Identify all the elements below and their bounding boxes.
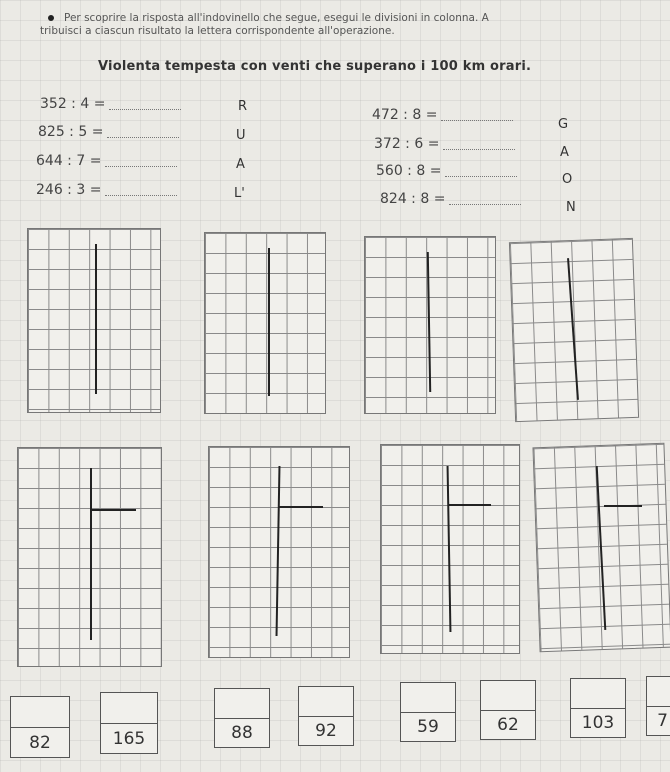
answer-box[interactable] — [570, 678, 626, 738]
division-horizontal-line — [604, 505, 642, 507]
answer-box-divider — [401, 712, 455, 713]
operation-letter: L' — [234, 186, 245, 201]
answer-number: 7 — [657, 711, 668, 731]
operation-row — [36, 182, 177, 198]
answer-box[interactable] — [480, 680, 536, 740]
operation-letter: N — [566, 200, 576, 215]
operation-letter: O — [562, 172, 573, 187]
answer-number: 82 — [29, 733, 51, 753]
instructions-line-2: tribuisci a ciascun risultato la lettera corrispondente all'operazione. — [40, 25, 395, 37]
operation-expression: 825 : 5 = — [38, 124, 104, 140]
answer-box[interactable] — [646, 676, 670, 736]
answer-line[interactable] — [105, 195, 177, 196]
operation-row — [36, 153, 177, 169]
answer-number: 62 — [497, 715, 519, 735]
answer-box-divider — [647, 706, 670, 707]
answer-number: 59 — [417, 717, 439, 737]
answer-box-divider — [11, 727, 69, 728]
answer-number: 165 — [112, 729, 146, 749]
operation-letter: A — [560, 145, 569, 160]
operation-row — [376, 163, 517, 179]
operation-expression: 644 : 7 = — [36, 153, 102, 169]
operation-letter: U — [236, 128, 246, 143]
division-grid[interactable] — [27, 228, 161, 413]
answer-box[interactable] — [400, 682, 456, 742]
operation-expression: 352 : 4 = — [40, 96, 106, 112]
operation-letter: G — [558, 117, 569, 132]
operation-expression: 372 : 6 = — [374, 136, 440, 152]
answer-box-divider — [299, 716, 353, 717]
operation-expression: 560 : 8 = — [376, 163, 442, 179]
division-horizontal-line — [91, 509, 136, 511]
operation-expression: 824 : 8 = — [380, 191, 446, 207]
answer-box-divider — [215, 718, 269, 719]
answer-box[interactable] — [214, 688, 270, 748]
answer-line[interactable] — [441, 120, 513, 121]
operation-row — [374, 136, 515, 152]
answer-number: 88 — [231, 723, 253, 743]
bullet-icon — [48, 15, 54, 21]
operation-row — [40, 96, 181, 112]
answer-line[interactable] — [449, 204, 521, 205]
division-horizontal-line — [449, 504, 491, 506]
answer-number: 92 — [315, 721, 337, 741]
division-vertical-line — [90, 468, 92, 640]
answer-line[interactable] — [443, 149, 515, 150]
answer-line[interactable] — [107, 137, 179, 138]
operation-row — [38, 124, 179, 140]
division-vertical-line — [95, 244, 97, 394]
operation-expression: 472 : 8 = — [372, 107, 438, 123]
answer-box[interactable] — [298, 686, 354, 746]
answer-line[interactable] — [445, 176, 517, 177]
operation-letter: A — [236, 157, 245, 172]
answer-line[interactable] — [109, 109, 181, 110]
riddle-text: Violenta tempesta con venti che superano i 100 km orari. — [98, 59, 532, 74]
answer-box[interactable] — [100, 692, 158, 754]
division-vertical-line — [268, 248, 270, 396]
operation-expression: 246 : 3 = — [36, 182, 102, 198]
instructions-line-1: Per scoprire la risposta all'indovinello che segue, esegui le divisioni in colonna. A — [64, 12, 489, 24]
answer-box-divider — [101, 723, 157, 724]
answer-box[interactable] — [10, 696, 70, 758]
operation-row — [380, 191, 521, 207]
division-horizontal-line — [279, 506, 323, 508]
answer-box-divider — [571, 708, 625, 709]
answer-number: 103 — [581, 713, 615, 733]
operation-row — [372, 107, 513, 123]
operation-letter: R — [238, 99, 248, 114]
answer-line[interactable] — [105, 166, 177, 167]
answer-box-divider — [481, 710, 535, 711]
division-grid[interactable] — [204, 232, 326, 414]
